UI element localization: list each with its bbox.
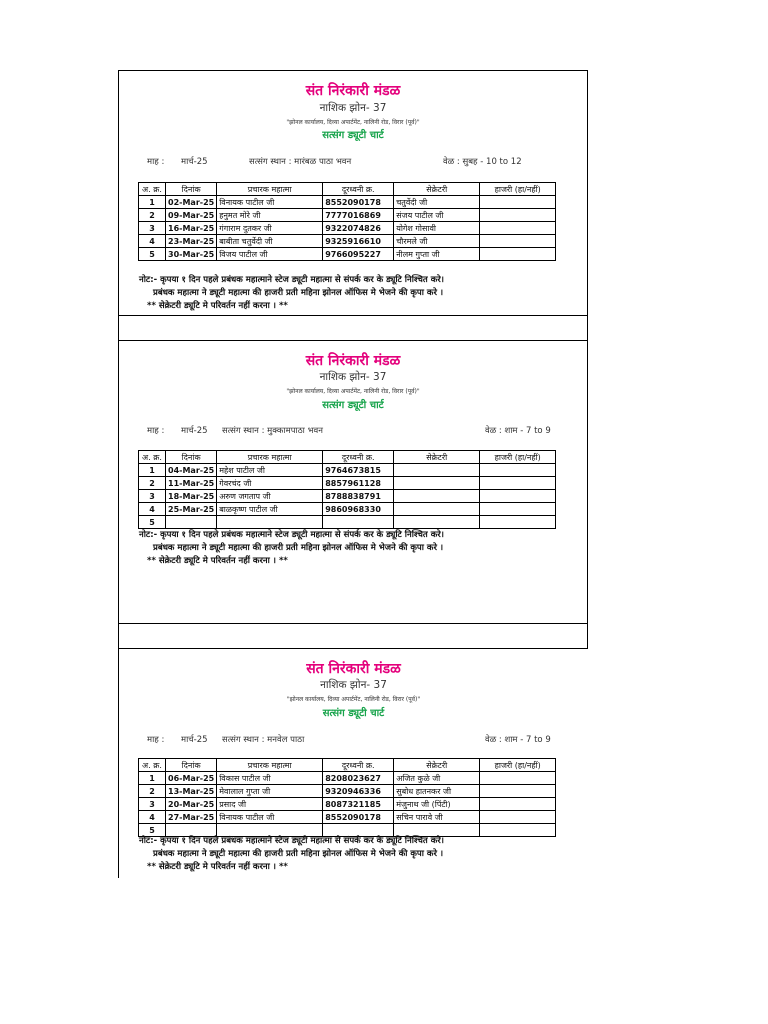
- divider-row: [118, 623, 588, 648]
- month-value: मार्च-25: [181, 735, 208, 745]
- zone-name: नाशिक झोन- 37: [320, 679, 387, 691]
- venue: सत्संग स्थान : मुक्कामपाठा भवन: [222, 426, 323, 436]
- table-row: [139, 798, 556, 811]
- date: 18-Mar-25: [166, 490, 217, 503]
- secretary: योगेश गोसावी: [394, 222, 480, 235]
- sr-no: 4: [139, 811, 166, 824]
- date: 02-Mar-25: [166, 196, 217, 209]
- header-secretary: सेक्रेटरी: [394, 451, 480, 464]
- sr-no: 5: [139, 824, 166, 837]
- preacher: हनुमत मोरे जी: [217, 209, 323, 222]
- venue: सत्संग स्थान : मारंबळ पाठा भवन: [249, 157, 352, 167]
- secretary: अजित कुळे जी: [394, 772, 480, 785]
- note-line-3: ** सेक्रेटरी ड्यूटि मे परिवर्तन नहीं करना । **: [147, 301, 288, 311]
- attendance: [480, 464, 556, 477]
- chart-title: सत्संग ड्यूटी चार्ट: [322, 400, 384, 411]
- secretary: [394, 477, 480, 490]
- preacher: [217, 516, 323, 529]
- preacher: बाबीता चतुर्वेदी जी: [217, 235, 323, 248]
- header-sr-no: अ. क्र.: [139, 451, 166, 464]
- date: 30-Mar-25: [166, 248, 217, 261]
- note-line-2: प्रबंधक महात्मा ने ड्यूटी महात्मा की हाजरी प्रती महिना झोनल ऑफिस मे भेजने की कृपा करे ।: [153, 288, 444, 298]
- table-row: [139, 248, 556, 261]
- preacher: विनायक पाटील जी: [217, 196, 323, 209]
- secretary: [394, 464, 480, 477]
- note-line-2: प्रबंधक महात्मा ने ड्यूटी महात्मा की हाजरी प्रती महिना झोनल ऑफिस मे भेजने की कृपा करे ।: [153, 849, 444, 859]
- preacher: विकास पाटील जी: [217, 772, 323, 785]
- header-attendance: हाजरी (हा/नहीं): [480, 183, 556, 196]
- date: 25-Mar-25: [166, 503, 217, 516]
- attendance: [480, 196, 556, 209]
- attendance: [480, 209, 556, 222]
- phone: 7777016869: [323, 209, 394, 222]
- secretary: नीलम गुप्ता जी: [394, 248, 480, 261]
- preacher: गेवरचंद जी: [217, 477, 323, 490]
- time: वेळ : सुबह - 10 to 12: [443, 157, 522, 167]
- preacher: गंगाराम दुतकर जी: [217, 222, 323, 235]
- date: 11-Mar-25: [166, 477, 217, 490]
- attendance: [480, 248, 556, 261]
- sr-no: 5: [139, 516, 166, 529]
- phone: 8788838791: [323, 490, 394, 503]
- secretary: चतुर्वेदी जी: [394, 196, 480, 209]
- phone: [323, 516, 394, 529]
- phone: 8857961128: [323, 477, 394, 490]
- date: 13-Mar-25: [166, 785, 217, 798]
- note-line-1: नोट:- कृपया १ दिन पहले प्रबंधक महात्माने स्टेज ड्यूटी महात्मा से संपर्क कर के ड्यूटि निश्चित करे।: [139, 275, 444, 285]
- header-phone: दूरध्वनी क्र.: [323, 759, 394, 772]
- sr-no: 3: [139, 222, 166, 235]
- org-title: संत निरंकारी मंडळ: [305, 353, 401, 369]
- table-row: [139, 772, 556, 785]
- header-date: दिनांक: [166, 451, 217, 464]
- time: वेळ : शाम - 7 to 9: [485, 735, 551, 745]
- preacher: विनायक पाटील जी: [217, 811, 323, 824]
- sr-no: 1: [139, 196, 166, 209]
- sr-no: 1: [139, 464, 166, 477]
- phone: 9325916610: [323, 235, 394, 248]
- sr-no: 2: [139, 209, 166, 222]
- duty-table: [138, 758, 556, 837]
- preacher: महेश पाटील जी: [217, 464, 323, 477]
- month-value: मार्च-25: [181, 157, 208, 167]
- phone: 8552090178: [323, 811, 394, 824]
- phone: 9764673815: [323, 464, 394, 477]
- secretary: [394, 503, 480, 516]
- date: 04-Mar-25: [166, 464, 217, 477]
- phone: 8552090178: [323, 196, 394, 209]
- table-row: [139, 222, 556, 235]
- sr-no: 2: [139, 785, 166, 798]
- sr-no: 3: [139, 490, 166, 503]
- venue: सत्संग स्थान : मनवेल पाठा: [222, 735, 305, 745]
- date: 23-Mar-25: [166, 235, 217, 248]
- notes: [139, 529, 444, 568]
- month-value: मार्च-25: [181, 426, 208, 436]
- secretary: [394, 490, 480, 503]
- date: 20-Mar-25: [166, 798, 217, 811]
- attendance: [480, 490, 556, 503]
- table-row: [139, 464, 556, 477]
- attendance: [480, 516, 556, 529]
- secretary: सचिन पारावे जी: [394, 811, 480, 824]
- month-label: माह :: [147, 157, 165, 167]
- attendance: [480, 222, 556, 235]
- header-phone: दूरध्वनी क्र.: [323, 183, 394, 196]
- header-sr-no: अ. क्र.: [139, 183, 166, 196]
- notes: [139, 835, 444, 874]
- phone: 9766095227: [323, 248, 394, 261]
- zone-name: नाशिक झोन- 37: [319, 371, 387, 383]
- phone: 9320946336: [323, 785, 394, 798]
- duty-block-3: [118, 648, 588, 878]
- secretary: चौरमले जी: [394, 235, 480, 248]
- zonal-address: "झोनल कार्यालय, दिव्या अपार्टमेंट, नालिनी रोड, विरार (पूर्व)": [286, 388, 420, 395]
- month-label: माह :: [147, 735, 165, 745]
- attendance: [480, 798, 556, 811]
- table-row: [139, 811, 556, 824]
- org-title: संत निरंकारी मंडळ: [306, 661, 401, 677]
- note-line-2: प्रबंधक महात्मा ने ड्यूटी महात्मा की हाजरी प्रती महिना झोनल ऑफिस मे भेजने की कृपा करे ।: [153, 543, 444, 553]
- date: 09-Mar-25: [166, 209, 217, 222]
- duty-table: [138, 450, 556, 529]
- attendance: [480, 785, 556, 798]
- note-line-1: नोट:- कृपया १ दिन पहले प्रबंधक महात्माने स्टेज ड्यूटी महात्मा से संपर्क कर के ड्यूटि निश्चित करे।: [139, 836, 444, 846]
- table-row: [139, 490, 556, 503]
- note-line-3: ** सेक्रेटरी ड्यूटि मे परिवर्तन नहीं करना । **: [147, 556, 288, 566]
- org-title: संत निरंकारी मंडळ: [305, 83, 401, 99]
- time: वेळ : शाम - 7 to 9: [485, 426, 551, 436]
- header-secretary: सेक्रेटरी: [394, 759, 480, 772]
- sr-no: 4: [139, 235, 166, 248]
- date: 27-Mar-25: [166, 811, 217, 824]
- date: [166, 516, 217, 529]
- preacher: अरुण जगताप जी: [217, 490, 323, 503]
- preacher: प्रसाद जी: [217, 798, 323, 811]
- secretary: सुबोध हातनकर जी: [394, 785, 480, 798]
- zonal-address: "झोनल कार्यालय, दिव्या अपार्टमेंट, नालिनी रोड, विरार (पूर्व)": [286, 119, 420, 126]
- attendance: [480, 235, 556, 248]
- phone: 8087321185: [323, 798, 394, 811]
- header-sr-no: अ. क्र.: [139, 759, 166, 772]
- month-label: माह :: [147, 426, 165, 436]
- duty-block-2: [118, 340, 588, 623]
- phone: 8208023627: [323, 772, 394, 785]
- date: 06-Mar-25: [166, 772, 217, 785]
- chart-title: सत्संग ड्यूटी चार्ट: [322, 708, 385, 719]
- phone: 9860968330: [323, 503, 394, 516]
- note-line-1: नोट:- कृपया १ दिन पहले प्रबंधक महात्माने स्टेज ड्यूटी महात्मा से संपर्क कर के ड्यूटि निश्चित करे।: [139, 530, 444, 540]
- header-date: दिनांक: [166, 183, 217, 196]
- secretary: संजय पाटील जी: [394, 209, 480, 222]
- sr-no: 5: [139, 248, 166, 261]
- zone-name: नाशिक झोन- 37: [319, 102, 387, 114]
- date: 16-Mar-25: [166, 222, 217, 235]
- notes: [139, 274, 444, 313]
- table-row: [139, 477, 556, 490]
- preacher: विजय पाटील जी: [217, 248, 323, 261]
- table-row: [139, 196, 556, 209]
- header-secretary: सेक्रेटरी: [394, 183, 480, 196]
- table-row: [139, 785, 556, 798]
- duty-block-1: [118, 70, 588, 315]
- table-row: [139, 235, 556, 248]
- divider-row: [118, 315, 588, 340]
- sr-no: 3: [139, 798, 166, 811]
- attendance: [480, 477, 556, 490]
- sr-no: 4: [139, 503, 166, 516]
- header-attendance: हाजरी (हा/नहीं): [480, 759, 556, 772]
- table-row: [139, 503, 556, 516]
- attendance: [480, 772, 556, 785]
- secretary: [394, 516, 480, 529]
- header-attendance: हाजरी (हा/नहीं): [480, 451, 556, 464]
- chart-title: सत्संग ड्यूटी चार्ट: [322, 130, 384, 141]
- table-row: [139, 516, 556, 529]
- table-row: [139, 209, 556, 222]
- note-line-3: ** सेक्रेटरी ड्यूटि मे परिवर्तन नहीं करना । **: [147, 862, 288, 872]
- header-preacher: प्रचारक महात्मा: [217, 183, 323, 196]
- header-phone: दूरध्वनी क्र.: [323, 451, 394, 464]
- attendance: [480, 503, 556, 516]
- sr-no: 1: [139, 772, 166, 785]
- phone: 9322074826: [323, 222, 394, 235]
- attendance: [480, 824, 556, 837]
- header-date: दिनांक: [166, 759, 217, 772]
- preacher: बाळकृष्ण पाटील जी: [217, 503, 323, 516]
- sr-no: 2: [139, 477, 166, 490]
- header-preacher: प्रचारक महात्मा: [217, 451, 323, 464]
- zonal-address: "झोनल कार्यालय, दिव्या अपार्टमेंट, नालिनी रोड, विरार (पूर्व)": [286, 696, 421, 703]
- preacher: मेवालाल गुप्ता जी: [217, 785, 323, 798]
- duty-chart-sheet: [118, 70, 588, 878]
- duty-table: [138, 182, 556, 261]
- attendance: [480, 811, 556, 824]
- header-preacher: प्रचारक महात्मा: [217, 759, 323, 772]
- secretary: मंजुनाथ जी (पिंटी): [394, 798, 480, 811]
